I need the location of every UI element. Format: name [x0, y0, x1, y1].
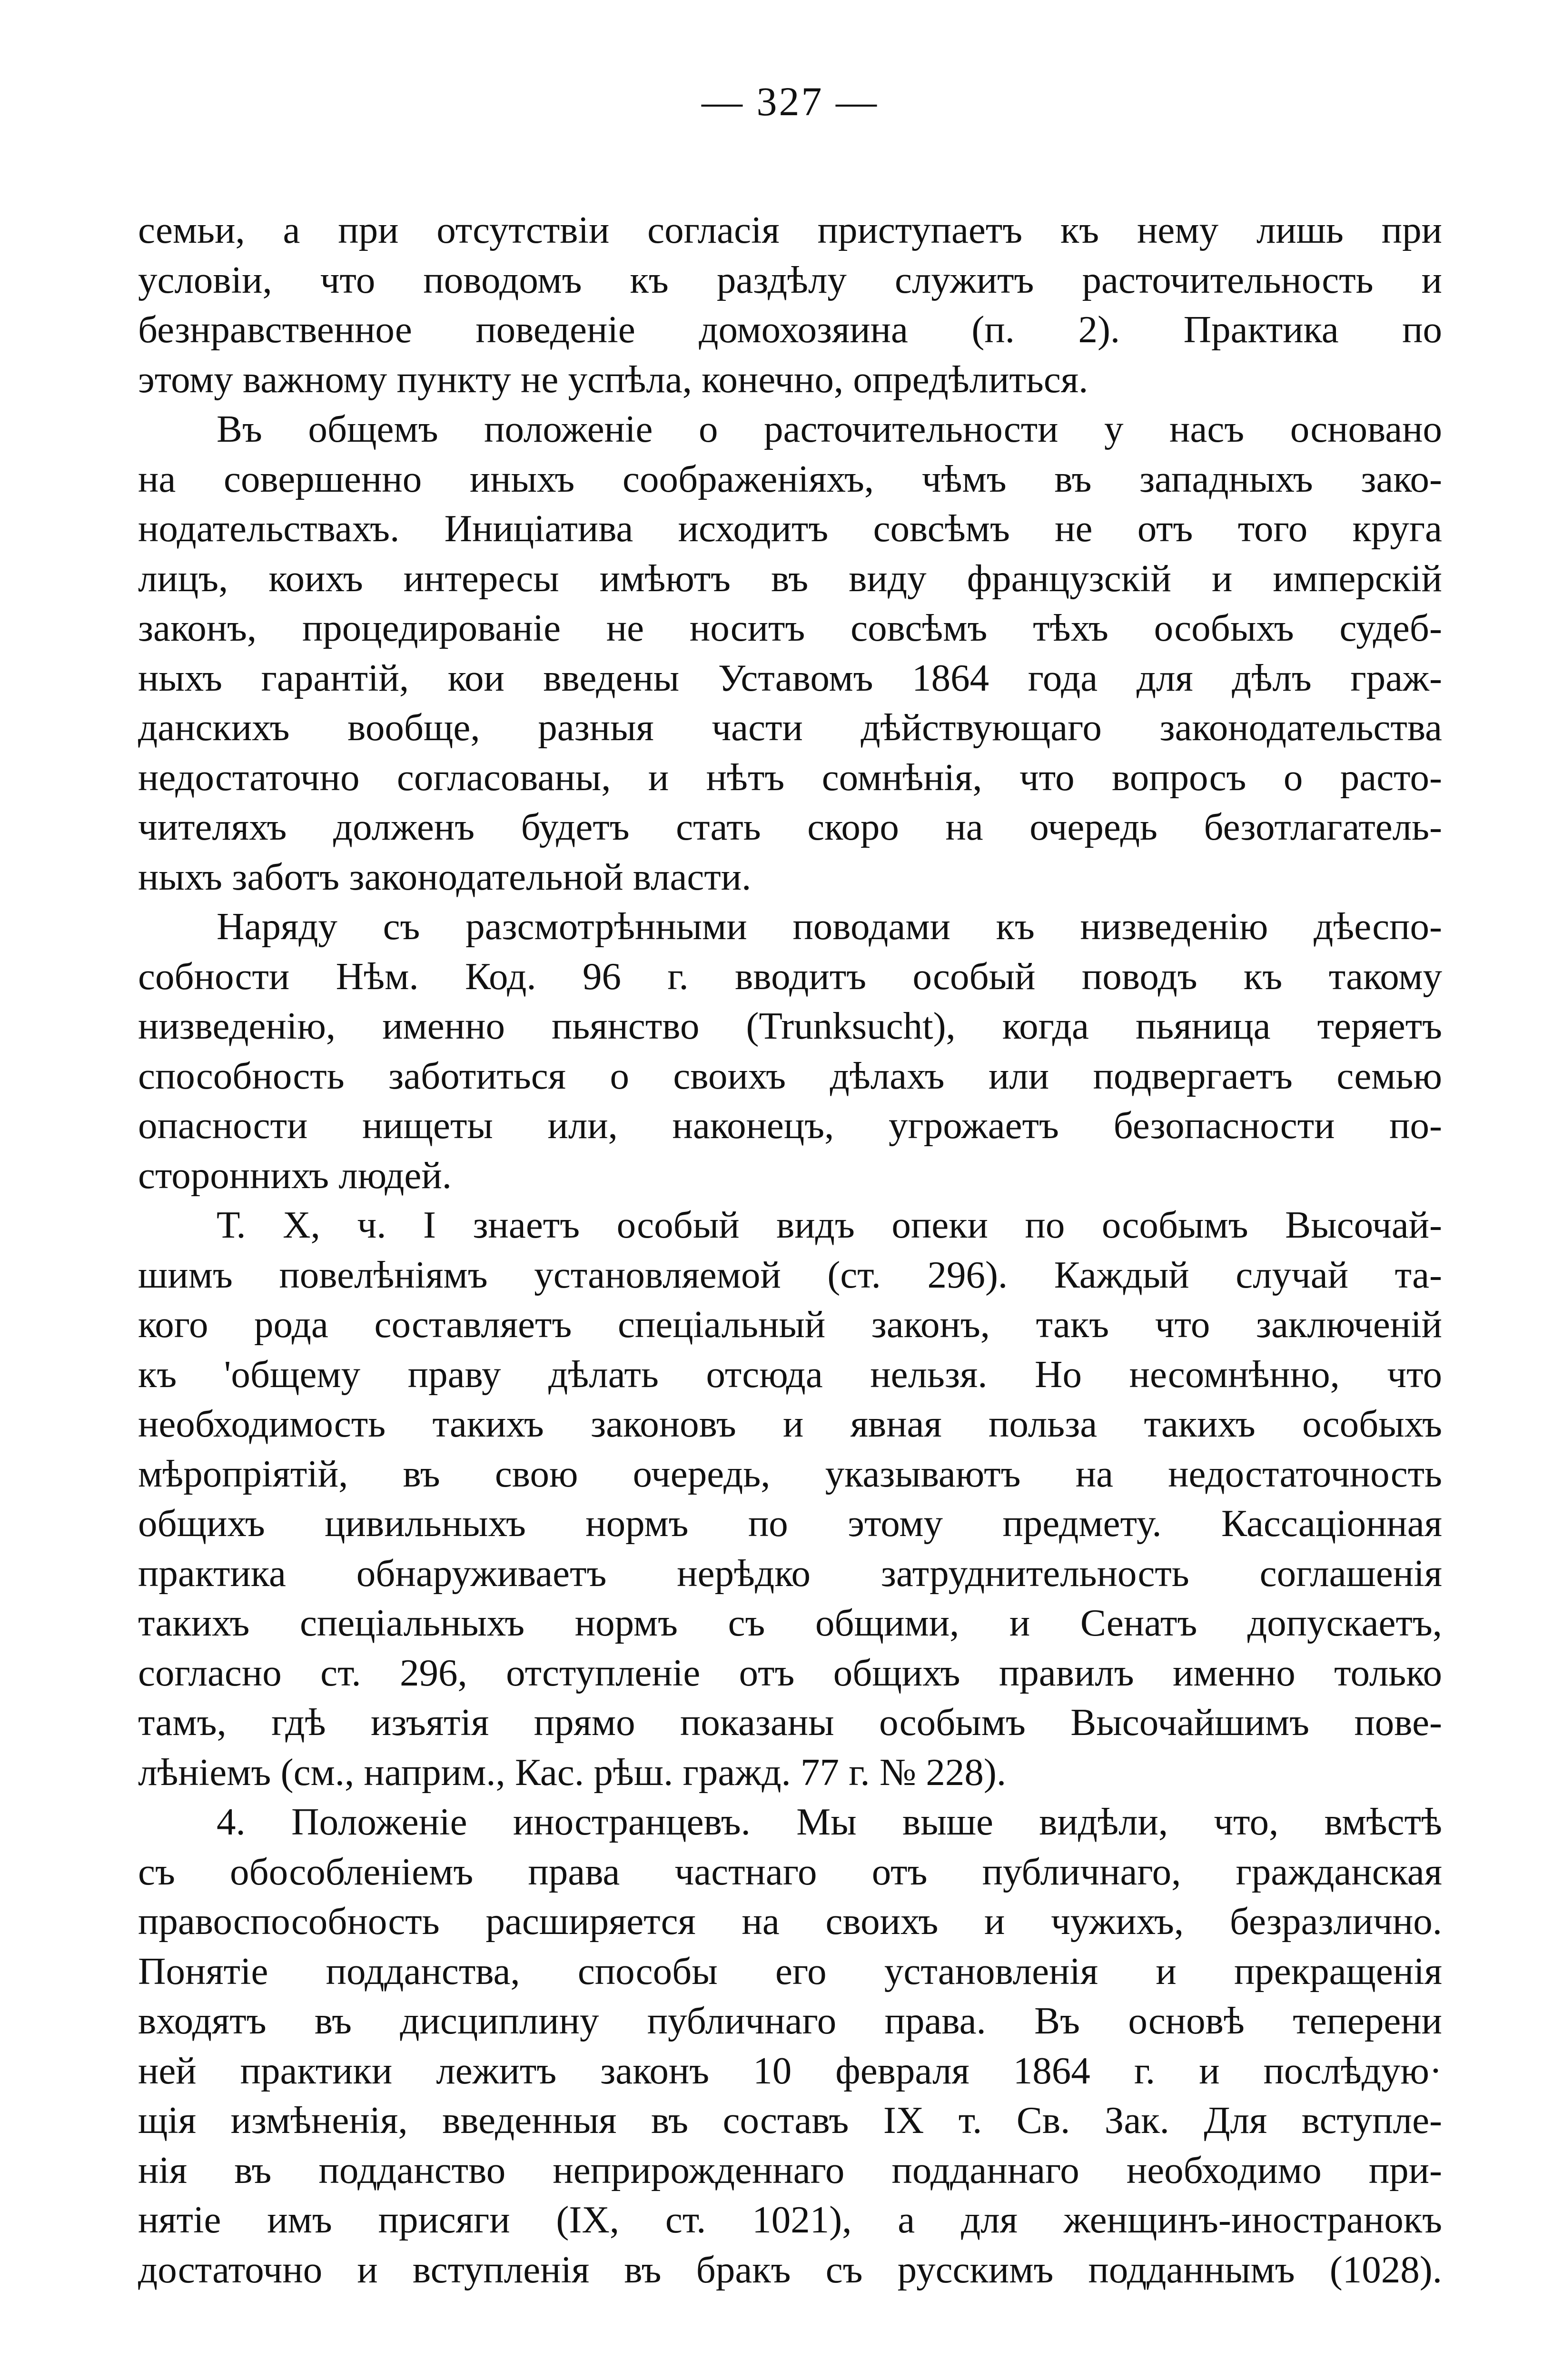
paragraph-line: недостаточно согласованы, и нѣтъ сомнѣнія, что вопросъ о расто- [138, 755, 1442, 799]
paragraph-line: необходимость такихъ законовъ и явная польза такихъ особыхъ [138, 1402, 1442, 1445]
paragraph-line: нятіе имъ присяги (IX, ст. 1021), а для женщинъ-иностранокъ [138, 2198, 1442, 2241]
paragraph-line: общихъ цивильныхъ нормъ по этому предмету. Кассаціонная [138, 1502, 1442, 1545]
paragraph-line: Т. X, ч. I знаетъ особый видъ опеки по особымъ Высочай- [217, 1203, 1442, 1246]
paragraph-line: стороннихъ людей. [138, 1153, 452, 1197]
paragraph-line: Въ общемъ положеніе о расточительности у насъ основано [217, 407, 1442, 450]
paragraph-line: лицъ, коихъ интересы имѣютъ въ виду французскій и имперскій [138, 556, 1442, 600]
paragraph-line: щія измѣненія, введенныя въ составъ IX т. Св. Зак. Для вступле- [138, 2099, 1442, 2142]
paragraph-line: опасности нищеты или, наконецъ, угрожаетъ безопасности по- [138, 1104, 1442, 1147]
paragraph-line: ныхъ гарантій, кои введены Уставомъ 1864 года для дѣлъ граж- [138, 656, 1442, 699]
paragraph-line: низведенію, именно пьянство (Trunksucht), когда пьяница теряетъ [138, 1004, 1442, 1047]
paragraph-line: лѣніемъ (см., наприм., Кас. рѣш. гражд. 77 г. № 228). [138, 1750, 1007, 1794]
paragraph-1 [138, 205, 1442, 404]
paragraph-line: достаточно и вступленія въ бракъ съ русскимъ подданнымъ (1028). [138, 2248, 1442, 2291]
paragraph-line: согласно ст. 296, отступленіе отъ общихъ правилъ именно только [138, 1651, 1442, 1694]
paragraph-line: тамъ, гдѣ изъятія прямо показаны особымъ Высочайшимъ пове- [138, 1701, 1442, 1744]
paragraph-line: входятъ въ дисциплину публичнаго права. Въ основѣ теперени [138, 1999, 1442, 2042]
paragraph-line: правоспособность расширяется на своихъ и чужихъ, безразлично. [138, 1900, 1442, 1943]
paragraph-line: ней практики лежитъ законъ 10 февраля 1864 г. и послѣдую· [138, 2049, 1442, 2092]
paragraph-5 [138, 1797, 1442, 2294]
paragraph-line: нодательствахъ. Иниціатива исходитъ совсѣмъ не отъ того круга [138, 507, 1442, 550]
paragraph-2 [138, 404, 1442, 902]
paragraph-line: семьи, а при отсутствіи согласія приступаетъ къ нему лишь при [138, 208, 1442, 251]
paragraph-3 [138, 902, 1442, 1200]
paragraph-line: шимъ повелѣніямъ установляемой (ст. 296). Каждый случай та- [138, 1253, 1442, 1296]
page-number: — 327 — [702, 79, 879, 124]
paragraph-line: 4. Положеніе иностранцевъ. Мы выше видѣли, что, вмѣстѣ [217, 1800, 1442, 1843]
paragraph-line: условіи, что поводомъ къ раздѣлу служитъ расточительность и [138, 258, 1442, 301]
paragraph-line: практика обнаруживаетъ нерѣдко затруднительность соглашенія [138, 1551, 1442, 1595]
paragraph-line: кого рода составляетъ спеціальный законъ, такъ что заключеній [138, 1303, 1442, 1346]
paragraph-line: способность заботиться о своихъ дѣлахъ или подвергаетъ семью [138, 1054, 1442, 1097]
paragraph-line: Наряду съ разсмотрѣнными поводами къ низведенію дѣеспо- [217, 905, 1442, 948]
paragraph-line: собности Нѣм. Код. 96 г. вводитъ особый поводъ къ такому [138, 954, 1442, 998]
book-page [138, 81, 1442, 2380]
paragraph-4 [138, 1200, 1442, 1797]
paragraph-line: данскихъ вообще, разныя части дѣйствующаго законодательства [138, 706, 1442, 749]
paragraph-line: съ обособленіемъ права частнаго отъ публичнаго, гражданская [138, 1850, 1442, 1893]
paragraph-line: нія въ подданство неприрожденнаго подданнаго необходимо при- [138, 2148, 1442, 2192]
paragraph-line: мѣропріятій, въ свою очередь, указываютъ на недостаточность [138, 1452, 1442, 1495]
paragraph-line: къ 'общему праву дѣлать отсюда нельзя. Но несомнѣнно, что [138, 1352, 1442, 1396]
paragraph-line: такихъ спеціальныхъ нормъ съ общими, и Сенатъ допускаетъ, [138, 1601, 1442, 1644]
paragraph-line: ныхъ заботъ законодательной власти. [138, 855, 752, 898]
paragraph-line: на совершенно иныхъ соображеніяхъ, чѣмъ въ западныхъ зако- [138, 457, 1442, 500]
paragraph-line: Понятіе подданства, способы его установленія и прекращенія [138, 1949, 1442, 1993]
paragraph-line: чителяхъ долженъ будетъ стать скоро на очередь безотлагатель- [138, 805, 1442, 848]
paragraph-line: законъ, процедированіе не носитъ совсѣмъ тѣхъ особыхъ судеб- [138, 606, 1442, 649]
paragraph-line: безнравственное поведеніе домохозяина (п. 2). Практика по [138, 308, 1442, 351]
paragraph-line: этому важному пункту не успѣла, конечно, опредѣлиться. [138, 357, 1088, 401]
